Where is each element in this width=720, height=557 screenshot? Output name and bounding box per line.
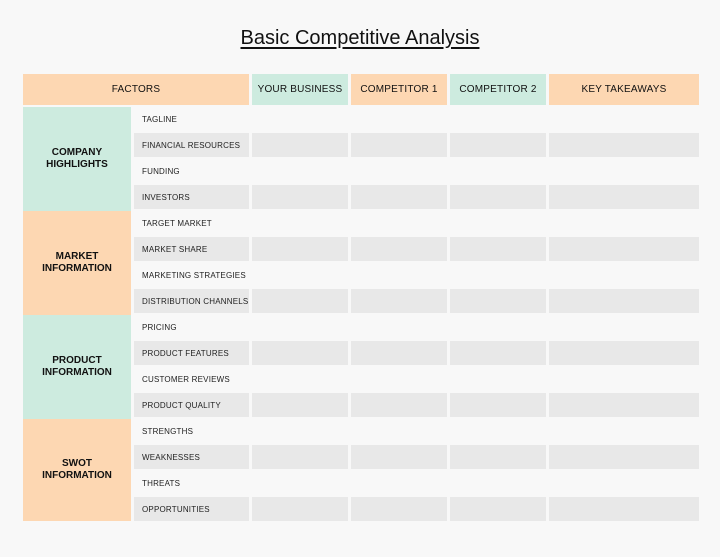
- table-cell[interactable]: [450, 341, 546, 365]
- table-cell[interactable]: [450, 133, 546, 157]
- factor-label: MARKETING STRATEGIES: [142, 270, 246, 280]
- table-cell[interactable]: [351, 237, 447, 261]
- table-cell[interactable]: [252, 289, 348, 313]
- table-cell[interactable]: [549, 341, 699, 365]
- factor-label: PRODUCT QUALITY: [134, 393, 249, 417]
- table-cell[interactable]: [450, 107, 546, 131]
- table-cell[interactable]: [252, 367, 348, 391]
- page-title: Basic Competitive Analysis: [240, 27, 480, 49]
- table-cell[interactable]: [252, 419, 348, 443]
- table-cell[interactable]: [549, 445, 699, 469]
- table-cell[interactable]: [351, 185, 447, 209]
- table-cell[interactable]: [351, 133, 447, 157]
- section-company-highlights: [23, 107, 131, 211]
- factor-label: CUSTOMER REVIEWS: [142, 374, 230, 384]
- section-label: SWOT INFORMATION: [42, 458, 112, 481]
- table-cell[interactable]: [252, 341, 348, 365]
- header-your-business: YOUR BUSINESS: [252, 74, 348, 105]
- header-competitor-2: COMPETITOR 2: [450, 74, 546, 105]
- analysis-table: [23, 74, 699, 521]
- factor-label: STRENGTHS: [142, 426, 194, 436]
- table-cell[interactable]: [252, 211, 348, 235]
- header-key-takeaways: KEY TAKEAWAYS: [549, 74, 699, 105]
- table-cell[interactable]: [351, 393, 447, 417]
- table-cell[interactable]: [450, 445, 546, 469]
- factor-label: TARGET MARKET: [142, 218, 212, 228]
- table-cell[interactable]: [549, 185, 699, 209]
- table-cell[interactable]: [450, 263, 546, 287]
- table-cell[interactable]: [252, 133, 348, 157]
- table-cell[interactable]: [351, 419, 447, 443]
- table-cell[interactable]: [351, 159, 447, 183]
- section-label: MARKET INFORMATION: [42, 251, 112, 274]
- table-cell[interactable]: [252, 497, 348, 521]
- table-cell[interactable]: [450, 497, 546, 521]
- section-market-information: [23, 211, 131, 315]
- table-cell[interactable]: [252, 315, 348, 339]
- table-cell[interactable]: [351, 211, 447, 235]
- table-cell[interactable]: [450, 315, 546, 339]
- table-cell[interactable]: [450, 159, 546, 183]
- section-label: PRODUCT INFORMATION: [42, 355, 112, 378]
- table-cell[interactable]: [549, 107, 699, 131]
- table-cell[interactable]: [549, 237, 699, 261]
- table-cell[interactable]: [549, 393, 699, 417]
- table-cell[interactable]: [450, 419, 546, 443]
- factor-label: FINANCIAL RESOURCES: [134, 133, 249, 157]
- table-cell[interactable]: [549, 315, 699, 339]
- section-label: COMPANY HIGHLIGHTS: [46, 147, 108, 170]
- factor-label: PRODUCT FEATURES: [134, 341, 249, 365]
- factor-label: DISTRIBUTION CHANNELS: [134, 289, 249, 313]
- header-factors: FACTORS: [23, 74, 249, 105]
- table-cell[interactable]: [351, 367, 447, 391]
- table-cell[interactable]: [351, 497, 447, 521]
- factor-label: INVESTORS: [134, 185, 249, 209]
- table-cell[interactable]: [549, 263, 699, 287]
- table-cell[interactable]: [351, 315, 447, 339]
- table-cell[interactable]: [351, 341, 447, 365]
- table-cell[interactable]: [549, 211, 699, 235]
- table-cell[interactable]: [351, 263, 447, 287]
- table-cell[interactable]: [450, 393, 546, 417]
- table-cell[interactable]: [549, 159, 699, 183]
- table-cell[interactable]: [351, 471, 447, 495]
- table-cell[interactable]: [252, 263, 348, 287]
- table-cell[interactable]: [450, 185, 546, 209]
- table-cell[interactable]: [450, 471, 546, 495]
- factor-label: MARKET SHARE: [134, 237, 249, 261]
- table-cell[interactable]: [549, 289, 699, 313]
- table-cell[interactable]: [252, 393, 348, 417]
- table-cell[interactable]: [252, 471, 348, 495]
- table-cell[interactable]: [252, 185, 348, 209]
- table-cell[interactable]: [549, 497, 699, 521]
- table-cell[interactable]: [549, 133, 699, 157]
- factor-label: THREATS: [142, 478, 181, 488]
- table-cell[interactable]: [549, 367, 699, 391]
- header-competitor-1: COMPETITOR 1: [351, 74, 447, 105]
- factor-label: WEAKNESSES: [134, 445, 249, 469]
- table-cell[interactable]: [351, 107, 447, 131]
- factor-label: OPPORTUNITIES: [134, 497, 249, 521]
- table-cell[interactable]: [252, 107, 348, 131]
- section-swot-information: [23, 419, 131, 521]
- table-cell[interactable]: [252, 237, 348, 261]
- table-cell[interactable]: [351, 289, 447, 313]
- table-cell[interactable]: [351, 445, 447, 469]
- table-cell[interactable]: [252, 445, 348, 469]
- table-cell[interactable]: [450, 289, 546, 313]
- factor-label: PRICING: [142, 322, 177, 332]
- table-cell[interactable]: [450, 237, 546, 261]
- factor-label: FUNDING: [142, 166, 180, 176]
- table-cell[interactable]: [549, 419, 699, 443]
- table-cell[interactable]: [549, 471, 699, 495]
- table-cell[interactable]: [450, 211, 546, 235]
- table-cell[interactable]: [252, 159, 348, 183]
- table-cell[interactable]: [450, 367, 546, 391]
- section-product-information: [23, 315, 131, 419]
- factor-label: TAGLINE: [142, 114, 178, 124]
